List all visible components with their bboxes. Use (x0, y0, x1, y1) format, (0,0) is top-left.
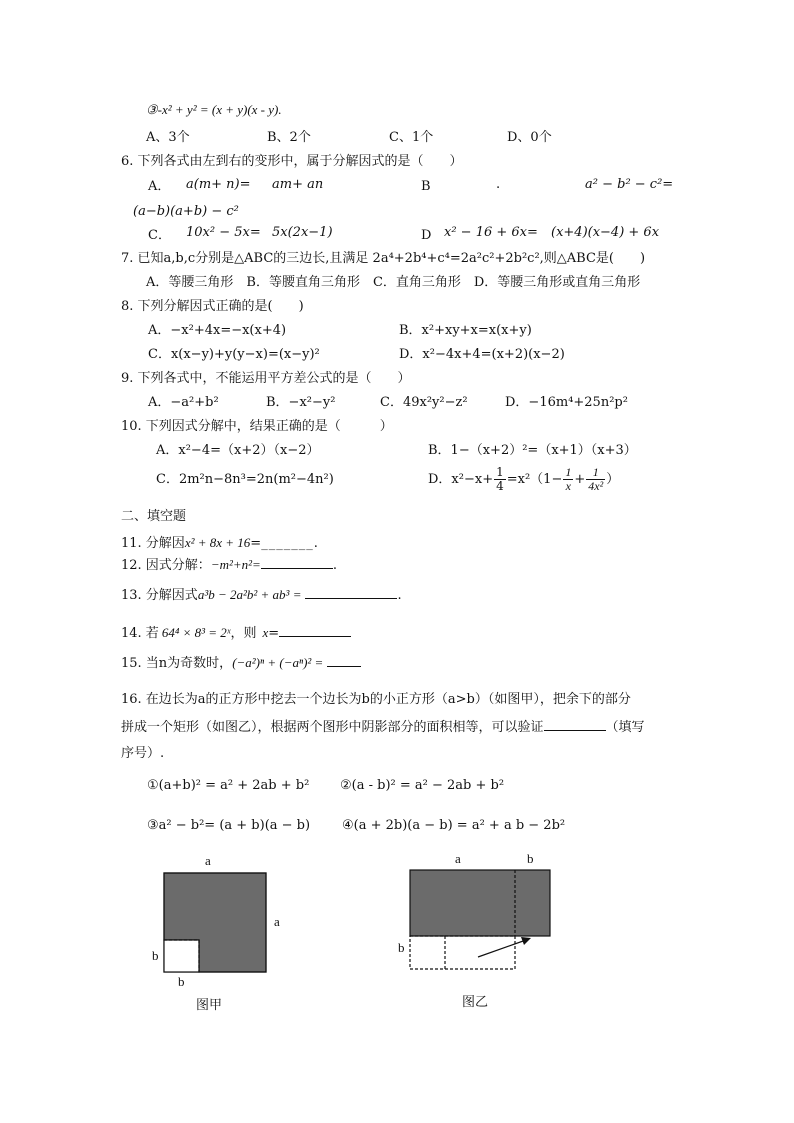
q14-eq: = (268, 626, 280, 641)
q6-option-a-lhs: a(m+ n)= (186, 177, 251, 192)
q10-d-mid: =x²（1− (506, 472, 563, 487)
q16-line2-end: （填写 (605, 720, 645, 735)
q10-d-frac2-den: x (565, 479, 571, 493)
q6-option-d-label: D (421, 228, 432, 243)
q9-option-c: C．49x²y²−z² (380, 395, 468, 410)
q13-blank[interactable] (305, 598, 397, 599)
q6-option-a-label: A． (148, 179, 171, 194)
q6-option-c-lhs: 10x² − 5x= (186, 225, 261, 240)
q14-blank[interactable] (279, 636, 351, 637)
q12-end: . (332, 558, 337, 573)
q8-option-a: A．−x²+4x=−x(x+4) (148, 323, 287, 338)
yi-shaded-rectangle (410, 870, 550, 936)
q13-expr: a³b − 2a²b² + ab³ = (197, 587, 302, 602)
q9-option-a: A．−a²+b² (148, 395, 219, 410)
yi-arrow-shaft (478, 940, 526, 957)
q10-option-c: C．2m²n−8n³=2n(m²−4n²) (156, 472, 334, 487)
q13 (121, 586, 402, 605)
jia-top-label: a (205, 853, 211, 868)
q5-item3: ③-x² + y² = (x + y)(x - y). (146, 102, 282, 117)
q10-d-frac2-num: 1 (565, 465, 572, 479)
q10-d-frac1-num: 1 (496, 465, 504, 479)
q5-option-a: A、3个 (146, 130, 190, 145)
q10-d-frac2 (563, 466, 573, 493)
q6-option-d-rhs: (x+4)(x−4) + 6x (551, 225, 660, 240)
q8-option-b: B．x²+xy+x=x(x+y) (399, 323, 532, 338)
q16-option-2: ②(a - b)² = a² − 2ab + b² (340, 778, 505, 793)
q6-option-b-lhs: a² − b² − c²= (585, 177, 674, 192)
q15-blank[interactable] (327, 666, 361, 667)
q15 (121, 654, 361, 673)
yi-caption: 图乙 (462, 995, 489, 1010)
q10-d-frac3-den: 4x² (588, 479, 604, 493)
q11-pre: 11. 分解因 (121, 536, 185, 551)
q6-option-d-lhs: x² − 16 + 6x= (444, 225, 538, 240)
q14-mid: ，则 (230, 626, 257, 641)
q15-pre: 15. 当n为奇数时， (121, 656, 233, 671)
q11-eq: = (250, 536, 262, 551)
q11 (121, 534, 318, 553)
q10-option-d (428, 460, 619, 500)
q11-end: . (313, 536, 318, 551)
jia-outer-square (164, 873, 266, 972)
q12-pre: 12. 因式分解： (121, 558, 211, 573)
jia-left-label: b (152, 948, 159, 963)
q6-option-c-rhs: 5x(2x−1) (272, 225, 333, 240)
q6-option-b-rhs: (a−b)(a+b) − c² (133, 204, 239, 219)
q7-stem: 7. 已知a,b,c分别是△ABC的三边长,且满足 2a⁴+2b⁴+c⁴=2a²c²+2b²c²,则△ABC是( ) (121, 251, 646, 266)
q5-option-c: C、1个 (389, 130, 434, 145)
q16-line2 (121, 719, 645, 737)
yi-left-label: b (398, 940, 405, 955)
q16-blank[interactable] (544, 730, 606, 731)
q9-stem: 9. 下列各式中，不能运用平方差公式的是（ ） (121, 371, 411, 386)
q16-line2-pre: 拼成一个矩形（如图乙），根据两个图形中阴影部分的面积相等，可以验证 (121, 720, 544, 735)
q16-option-4: ④(a + 2b)(a − b) = a² + a b − 2b² (342, 818, 566, 833)
q6-option-a-rhs: am+ an (272, 177, 324, 192)
q6-stem: 6. 下列各式由左到右的变形中，属于分解因式的是（ ） (121, 154, 463, 169)
q10-d-pre: D．x²−x+ (428, 472, 494, 487)
q14 (121, 624, 351, 643)
q5-option-b: B、2个 (267, 130, 311, 145)
q10-d-frac1 (494, 466, 506, 493)
q8-stem: 8. 下列分解因式正确的是( ) (121, 299, 304, 314)
q15-expr: (−a²)ⁿ + (−aⁿ)² = (232, 655, 324, 670)
q11-blank[interactable]: _______ (261, 536, 314, 551)
q6-option-c-label: C． (148, 228, 171, 243)
q7-options: A．等腰三角形 B．等腰直角三角形 C．直角三角形 D．等腰三角形或直角三角形 (146, 275, 641, 290)
q10-stem: 10. 下列因式分解中，结果正确的是（ ） (121, 419, 393, 434)
q12 (121, 556, 337, 575)
q16-option-3: ③a² − b²= (a + b)(a − b) (147, 818, 311, 833)
q12-expr: −m²+n²= (210, 557, 261, 572)
q10-d-plus: + (574, 472, 586, 487)
q14-pre: 14. 若 (121, 626, 159, 641)
q13-end: . (397, 588, 402, 603)
jia-bottom-label: b (178, 974, 185, 989)
jia-removed-square (164, 940, 199, 972)
q5-option-d: D、0个 (507, 130, 552, 145)
q10-d-frac1-den: 4 (496, 479, 504, 493)
q16-line3: 序号）. (121, 746, 165, 761)
q14-var: x (262, 625, 269, 640)
q10-option-a: A．x²−4=（x+2）（x−2） (156, 443, 320, 458)
yi-top-b-label: b (527, 851, 534, 866)
section-title-fill-in: 二、填空题 (121, 509, 187, 524)
q10-option-b: B．1−（x+2）²=（x+1）（x+3） (428, 443, 637, 458)
yi-dashed-strip (410, 936, 515, 969)
q11-expr: x² + 8x + 16 (184, 535, 251, 550)
q13-pre: 13. 分解因式 (121, 588, 198, 603)
jia-right-label: a (274, 914, 280, 929)
q6-option-b-label: B (421, 179, 431, 194)
yi-top-a-label: a (455, 851, 461, 866)
jia-caption: 图甲 (196, 998, 223, 1013)
q9-option-d: D．−16m⁴+25n²p² (505, 395, 628, 410)
q10-d-end: ） (606, 472, 620, 487)
q10-d-frac3 (586, 466, 605, 493)
yi-arrow-head (521, 937, 531, 945)
jia-shaded-region (164, 873, 266, 972)
q14-expr: 64⁴ × 8³ = 2ˣ (161, 625, 231, 640)
q8-option-c: C．x(x−y)+y(y−x)=(x−y)² (148, 347, 320, 362)
q16-option-1: ①(a+b)² = a² + 2ab + b² (147, 778, 310, 793)
q8-option-d: D．x²−4x+4=(x+2)(x−2) (399, 347, 565, 362)
q10-d-frac3-num: 1 (586, 466, 605, 480)
q9-option-b: B．−x²−y² (266, 395, 336, 410)
q16-line1: 16. 在边长为a的正方形中挖去一个边长为b的小正方形（a>b）（如图甲），把余下的部分 (121, 692, 631, 707)
q12-blank[interactable] (261, 568, 333, 569)
q6-option-b-dot: . (496, 177, 501, 192)
